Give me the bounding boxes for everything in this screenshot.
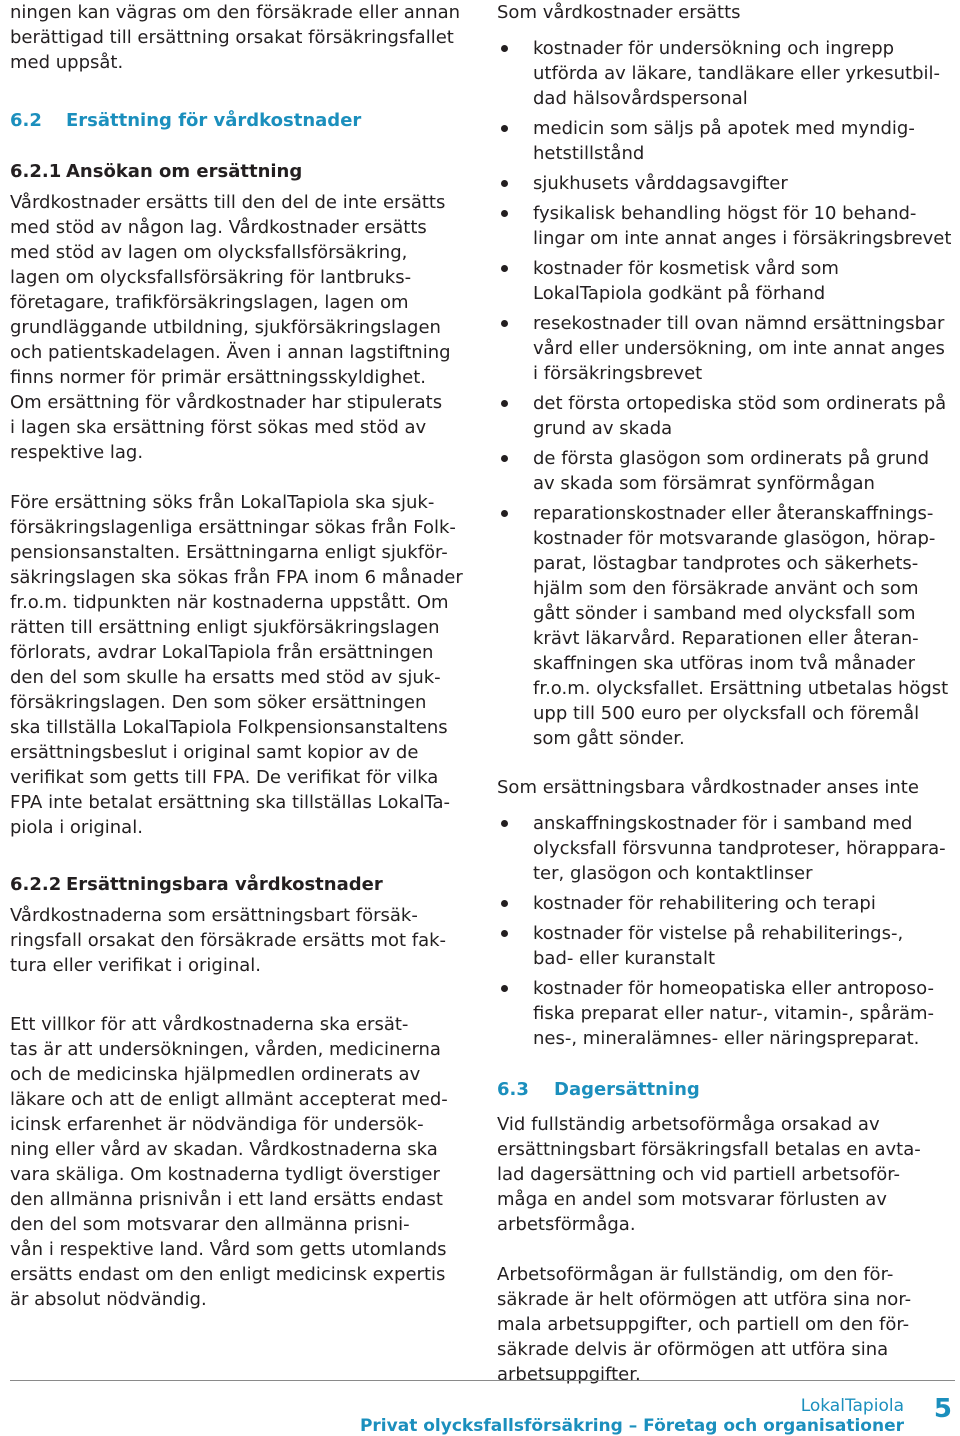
list-item	[497, 36, 955, 111]
text-line: kostnader för rehabilitering och terapi	[533, 893, 876, 914]
text-line: olycksfall försvunna tandproteser, hörappara-	[533, 838, 946, 859]
list-intro-not-covered: Som ersättningsbara vårdkostnader anses inte	[497, 777, 919, 798]
section-title: Ersättning för vårdkostnader	[66, 110, 362, 131]
text-line: Vårdkostnader ersätts till den del de inte ersätts	[10, 192, 446, 213]
text-line: finns normer för primär ersättningsskyldighet.	[10, 367, 427, 388]
text-line: grund av skada	[533, 418, 673, 439]
paragraph-fpa	[10, 490, 472, 840]
text-line: nes-, mineralämnes- eller näringspreparat.	[533, 1028, 920, 1049]
text-line: läkare och att de enligt allmänt accepterat med-	[10, 1089, 448, 1110]
footer-subtitle: Privat olycksfallsförsäkring – Företag och organisationer	[359, 1416, 904, 1436]
text-line: försäkringslagen. Den som söker ersättningen	[10, 692, 427, 713]
section-number: 6.3	[497, 1079, 529, 1100]
text-line: Arbetsoförmågan är fullständig, om den för-	[497, 1264, 894, 1285]
text-line: FPA inte betalat ersättning ska tillställas LokalTa-	[10, 792, 451, 813]
text-line: ersätts endast om den enligt medicinsk expertis	[10, 1264, 446, 1285]
text-line: med uppsåt.	[10, 52, 124, 73]
text-line: fr.o.m. tidpunkten när kostnaderna uppstått. Om	[10, 592, 449, 613]
text-line: tura eller verifikat i original.	[10, 955, 261, 976]
text-line: verifikat som getts till FPA. De verifikat för vilka	[10, 767, 439, 788]
text-line: fr.o.m. olycksfallet. Ersättning utbetalas högst	[533, 678, 949, 699]
section-number: 6.2.1	[10, 161, 62, 182]
text-line: lagen om olycksfallsförsäkring för lantbruks-	[10, 267, 412, 288]
list-item	[497, 116, 955, 166]
text-line: ter, glasögon och kontaktlinser	[533, 863, 813, 884]
text-line: Vårdkostnaderna som ersättningsbart försäk-	[10, 905, 418, 926]
text-line: av skada som försämrat synförmågan	[533, 473, 875, 494]
text-line: ningen kan vägras om den försäkrade eller annan	[10, 2, 461, 23]
list-item	[497, 891, 955, 916]
text-line: den del som motsvarar den allmänna prisni-	[10, 1214, 410, 1235]
footer-brand: LokalTapiola	[800, 1396, 904, 1416]
text-line: reparationskostnader eller återanskaffnings-	[533, 503, 934, 524]
text-line: resekostnader till ovan nämnd ersättningsbar	[533, 313, 945, 334]
not-covered-costs-list	[497, 811, 955, 1051]
text-line: ersättningsbeslut i original samt kopior av de	[10, 742, 419, 763]
covered-costs-list	[497, 36, 955, 751]
text-line: kostnader för vistelse på rehabiliterings-,	[533, 923, 904, 944]
text-line: arbetsförmåga.	[497, 1214, 636, 1235]
text-line: Ett villkor för att vårdkostnaderna ska ersät-	[10, 1014, 409, 1035]
section-number: 6.2.2	[10, 874, 62, 895]
text-line: det första ortopediska stöd som ordinerats på	[533, 393, 947, 414]
text-line: och de medicinska hjälpmedlen ordinerats av	[10, 1064, 421, 1085]
text-line: den del som skulle ha ersatts med stöd av sjuk-	[10, 667, 441, 688]
text-line: mala arbetsuppgifter, och partiell om den för-	[497, 1314, 910, 1335]
text-line: respektive lag.	[10, 442, 144, 463]
text-line: och patientskadelagen. Även i annan lagstiftning	[10, 342, 451, 363]
text-line: parat, löstagbar tandprotes och säkerhets-	[533, 553, 919, 574]
text-line: ringsfall orsakat den försäkrade ersätts mot fak-	[10, 930, 447, 951]
text-line: de första glasögon som ordinerats på grund	[533, 448, 930, 469]
text-line: ska tillställa LokalTapiola Folkpensionsanstaltens	[10, 717, 448, 738]
list-item	[497, 391, 955, 441]
text-line: säkrade är helt oförmögen att utföra sina nor-	[497, 1289, 912, 1310]
text-line: anskaffningskostnader för i samband med	[533, 813, 913, 834]
text-line: måga en andel som motsvarar förlusten av	[497, 1189, 887, 1210]
section-heading-6-3	[497, 1077, 955, 1102]
text-line: gått sönder i samband med olycksfall som	[533, 603, 916, 624]
page-footer	[0, 1380, 960, 1436]
text-line: kostnader för undersökning och ingrepp	[533, 38, 895, 59]
text-line: ning eller vård av skadan. Vårdkostnaderna ska	[10, 1139, 438, 1160]
page-number: 5	[933, 1394, 952, 1424]
paragraph-application	[10, 190, 472, 465]
text-line: bad- eller kuranstalt	[533, 948, 716, 969]
left-column	[10, 0, 472, 1312]
text-line: förlorats, avdrar LokalTapiola från ersättningen	[10, 642, 434, 663]
intro-paragraph	[10, 0, 472, 75]
text-line: utförda av läkare, tandläkare eller yrkesutbil-	[533, 63, 941, 84]
section-heading-6-2	[10, 108, 472, 133]
text-line: företagare, trafikförsäkringslagen, lagen om	[10, 292, 409, 313]
text-line: sjukhusets vårddagsavgifter	[533, 173, 788, 194]
section-heading-6-2-2	[10, 872, 472, 897]
text-line: Före ersättning söks från LokalTapiola ska sjuk-	[10, 492, 435, 513]
list-item	[497, 256, 955, 306]
text-line: med stöd av någon lag. Vårdkostnader ersätts	[10, 217, 427, 238]
paragraph-daily-allowance	[497, 1112, 955, 1237]
text-line: upp till 500 euro per olycksfall och föremål	[533, 703, 920, 724]
paragraph-invoice	[10, 903, 472, 978]
list-item	[497, 976, 955, 1051]
text-line: försäkringslagenliga ersättningar sökas från Folk-	[10, 517, 456, 538]
text-line: medicin som säljs på apotek med myndig-	[533, 118, 915, 139]
text-line: icinsk erfarenhet är nödvändiga för undersök-	[10, 1114, 424, 1135]
text-line: fysikalisk behandling högst för 10 behand-	[533, 203, 917, 224]
list-intro-covered: Som vårdkostnader ersätts	[497, 2, 741, 23]
text-line: vån i respektive land. Vård som getts utomlands	[10, 1239, 447, 1260]
text-line: lad dagersättning och vid partiell arbetsoför-	[497, 1164, 901, 1185]
text-line: piola i original.	[10, 817, 143, 838]
text-line: tas är att undersökningen, vården, medicinerna	[10, 1039, 441, 1060]
text-line: krävt läkarvård. Reparationen eller återan-	[533, 628, 919, 649]
list-item	[497, 921, 955, 971]
text-line: berättigad till ersättning orsakat försäkringsfallet	[10, 27, 454, 48]
right-column	[497, 0, 955, 1387]
section-title: Ansökan om ersättning	[66, 161, 303, 182]
footer-divider	[10, 1380, 955, 1381]
text-line: säkringslagen ska sökas från FPA inom 6 månader	[10, 567, 463, 588]
section-heading-6-2-1	[10, 159, 472, 184]
paragraph-conditions	[10, 1012, 472, 1312]
text-line: pensionsanstalten. Ersättningarna enligt sjukför-	[10, 542, 448, 563]
list-item	[497, 446, 955, 496]
section-number: 6.2	[10, 110, 42, 131]
text-line: fiska preparat eller natur-, vitamin-, spåräm-	[533, 1003, 935, 1024]
text-line: Om ersättning för vårdkostnader har stipulerats	[10, 392, 443, 413]
text-line: skaffningen ska utföras inom två månader	[533, 653, 915, 674]
text-line: kostnader för motsvarande glasögon, hörap-	[533, 528, 936, 549]
list-item	[497, 311, 955, 386]
list-item	[497, 171, 955, 196]
text-line: arbetsuppgifter.	[497, 1364, 641, 1385]
list-item	[497, 201, 955, 251]
text-line: hjälm som den försäkrade använt och som	[533, 578, 919, 599]
text-line: vård eller undersökning, om inte annat anges	[533, 338, 945, 359]
paragraph-work-incapacity	[497, 1262, 955, 1387]
text-line: den allmänna prisnivån i ett land ersätts endast	[10, 1189, 443, 1210]
text-line: vara skäliga. Om kostnaderna tydligt överstiger	[10, 1164, 440, 1185]
text-line: i försäkringsbrevet	[533, 363, 703, 384]
text-line: som gått sönder.	[533, 728, 685, 749]
text-line: kostnader för kosmetisk vård som	[533, 258, 839, 279]
text-line: är absolut nödvändig.	[10, 1289, 207, 1310]
text-line: rätten till ersättning enligt sjukförsäkringslagen	[10, 617, 440, 638]
text-line: i lagen ska ersättning först sökas med stöd av	[10, 417, 427, 438]
list-item	[497, 501, 955, 751]
text-line: hetstillstånd	[533, 143, 645, 164]
text-line: grundläggande utbildning, sjukförsäkringslagen	[10, 317, 441, 338]
text-line: kostnader för homeopatiska eller antroposo-	[533, 978, 935, 999]
text-line: dad hälsovårdspersonal	[533, 88, 748, 109]
text-line: säkrade delvis är oförmögen att utföra sina	[497, 1339, 889, 1360]
text-line: Vid fullständig arbetsoförmåga orsakad av	[497, 1114, 880, 1135]
text-line: lingar om inte annat anges i försäkringsbrevet	[533, 228, 952, 249]
text-line: med stöd av lagen om olycksfallsförsäkring,	[10, 242, 408, 263]
text-line: ersättningsbart försäkringsfall betalas en avta-	[497, 1139, 921, 1160]
text-line: LokalTapiola godkänt på förhand	[533, 283, 826, 304]
list-item	[497, 811, 955, 886]
section-title: Ersättningsbara vårdkostnader	[66, 874, 383, 895]
section-title: Dagersättning	[554, 1079, 700, 1100]
